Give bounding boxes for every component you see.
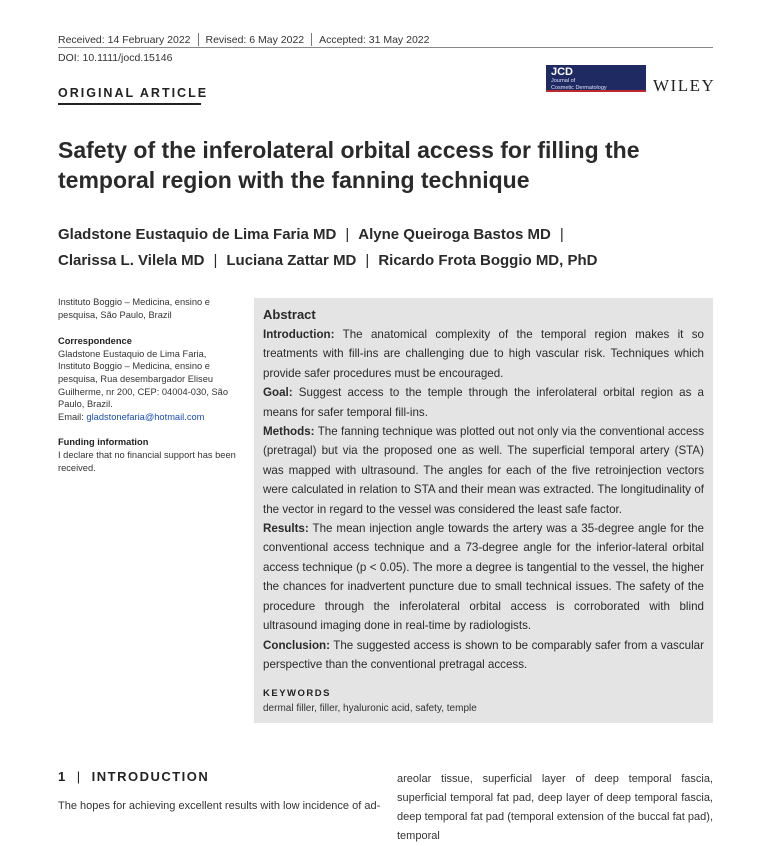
author[interactable]: Ricardo Frota Boggio MD, PhD — [378, 252, 598, 269]
intro-text-right: areolar tissue, superficial layer of deep temporal fascia, superficial temporal fat pad, deep layer of deep temporal fascia, deep temporal fat pad (temporal extension of the buccal fat pad), temporal — [397, 773, 713, 842]
conclusion-label: Conclusion: — [263, 638, 330, 652]
journal-logo — [546, 65, 646, 92]
correspondence-heading: Correspondence — [58, 336, 132, 347]
article-type-underline — [58, 103, 201, 105]
funding-heading: Funding information — [58, 437, 149, 448]
header-rule — [58, 47, 713, 48]
abstract-goal — [263, 383, 704, 422]
correspondence-text: Gladstone Eustaquio de Lima Faria, Instituto Boggio – Medicina, ensino e pesquisa, Rua desembargador Eliseu Guilherme, nr 200, CEP: 04004-030, São Paulo, Brazil. — [58, 348, 229, 410]
article-type: ORIGINAL ARTICLE — [58, 86, 209, 100]
section-number: 1 — [58, 769, 67, 784]
revised-date: Revised: 6 May 2022 — [205, 33, 305, 46]
article-title: Safety of the inferolateral orbital access for filling the temporal region with the fanning technique — [58, 137, 640, 193]
abstract-conclusion — [263, 636, 704, 675]
methods-text: The fanning technique was plotted out not only via the conventional access (pretragal) but via the proposed one as well. The superficial temporal artery (STA) was mapped with ultrasound. The angles for each of the five retroinjection vectors were calculated in relation to STA and their mean was extracted. The longitudinality of the vector in regard to the vessel was considered the least safe factor. — [263, 425, 704, 516]
introduction-label: Introduction: — [263, 328, 335, 341]
author[interactable]: Luciana Zattar MD — [226, 252, 357, 269]
divider — [198, 33, 199, 46]
section-heading-introduction: 1 | INTRODUCTION — [58, 769, 210, 784]
accepted-date: Accepted: 31 May 2022 — [319, 33, 430, 46]
journal-name-line2: Cosmetic Dermatology — [551, 84, 607, 91]
author[interactable]: Gladstone Eustaquio de Lima Faria MD — [58, 226, 337, 243]
journal-abbrev: JCD — [551, 66, 574, 78]
doi[interactable]: DOI: 10.1111/jocd.15146 — [58, 52, 173, 64]
conclusion-text: The suggested access is shown to be comparably safer from a vascular perspective than the conventional pretragal access. — [263, 638, 704, 671]
abstract-introduction — [263, 325, 704, 383]
author[interactable]: Clarissa L. Vilela MD — [58, 252, 205, 269]
funding-text: I declare that no financial support has been received. — [58, 449, 236, 473]
received-dates — [58, 33, 429, 46]
author[interactable]: Alyne Queiroga Bastos MD — [358, 226, 551, 243]
abstract-heading: Abstract — [263, 307, 316, 322]
results-label: Results: — [263, 522, 309, 536]
logo-accent-stripe — [546, 90, 646, 92]
section-title: INTRODUCTION — [91, 769, 210, 784]
abstract-results — [263, 519, 704, 635]
abstract-body — [263, 306, 704, 674]
keywords-heading: KEYWORDS — [263, 688, 331, 699]
methods-label: Methods: — [263, 425, 315, 439]
goal-label: Goal: — [263, 386, 293, 400]
affiliation: Instituto Boggio – Medicina, ensino e pesquisa, São Paulo, Brazil — [58, 297, 210, 320]
correspondence-email — [58, 411, 240, 424]
email-link[interactable]: gladstonefaria@hotmail.com — [86, 411, 205, 422]
article-sidebar — [58, 296, 240, 474]
abstract-methods — [263, 422, 704, 519]
introduction-text: The anatomical complexity of the temporal region makes it so treatments with fill-ins are challenging due to high vascular risk. Techniques which provide safer procedures must be encouraged. — [263, 328, 705, 380]
divider — [311, 33, 312, 46]
received-date: Received: 14 February 2022 — [58, 33, 191, 46]
goal-text: Suggest access to the temple through the inferolateral orbital region as a means for safer temporal fill-ins. — [263, 386, 704, 419]
journal-name-line1: Journal of — [551, 78, 576, 84]
publisher-logo: WILEY — [653, 76, 716, 95]
email-label: Email: — [58, 411, 87, 422]
author-list: Gladstone Eustaquio de Lima Faria MD | Alyne Queiroga Bastos MD | Clarissa L. Vilela MD | Luciana Zattar MD | Ricardo Frota Boggio MD, PhD — [58, 226, 598, 269]
abstract-box — [254, 298, 713, 723]
intro-text-left: The hopes for achieving excellent results with low incidence of ad- — [58, 800, 381, 812]
results-text: The mean injection angle towards the artery was a 35-degree angle for the conventional access technique and a 73-degree angle for the inferior-lateral orbital access technique (p < 0.05). The more a degree is tangential to the vessel, the higher the chances for inadvertent puncture due to small technical issues. The safety of the procedure through the inferolateral orbital access is corroborated with blind ultrasound imaging done in real-time by radiologists. — [263, 522, 705, 633]
keywords: dermal filler, filler, hyaluronic acid, safety, temple — [263, 703, 477, 714]
